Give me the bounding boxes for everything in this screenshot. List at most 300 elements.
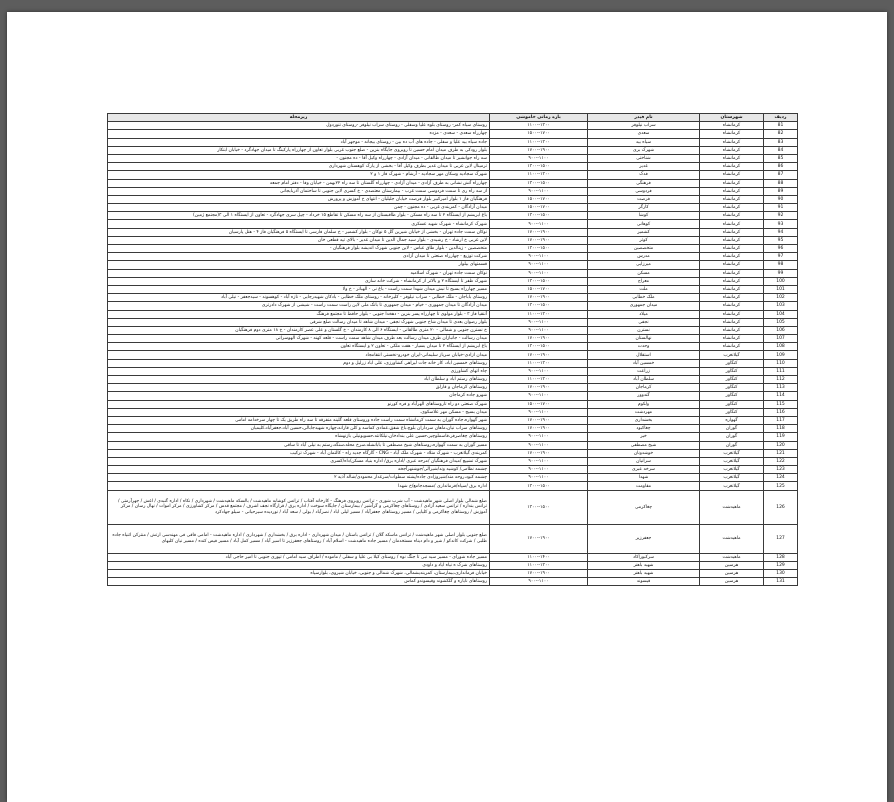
table-row xyxy=(108,466,798,474)
cell-feeder-name: سرکبوراکاد xyxy=(588,553,700,561)
cell-shahrestan: کرمانشاه xyxy=(700,318,764,326)
cell-radif: 82 xyxy=(764,130,798,138)
cell-radif: 111 xyxy=(764,367,798,375)
cell-neighborhood: چهارراه سعدی - سعدی - مژده xyxy=(108,130,490,138)
table-row xyxy=(108,261,798,269)
cell-neighborhood: شهرک سجادیه وسکان مهر سجادیه - آرشام - شهرک فاز ۱ و ۲ xyxy=(108,171,490,179)
cell-feeder-name: شهدا xyxy=(588,474,700,482)
cell-shahrestan: کرمانشاه xyxy=(700,294,764,302)
cell-outage-time: ۱۳۰۰--۱۱۰۰ xyxy=(490,376,588,384)
cell-radif: 91 xyxy=(764,204,798,212)
table-row xyxy=(108,578,798,586)
cell-shahrestan: کنگاور xyxy=(700,400,764,408)
cell-radif: 106 xyxy=(764,326,798,334)
cell-feeder-name: نهالستان xyxy=(588,335,700,343)
table-row xyxy=(108,367,798,375)
cell-feeder-name: سرخه عبری xyxy=(588,466,700,474)
cell-outage-time: ۱۱۰۰--۹۰۰ xyxy=(490,326,588,334)
cell-outage-time: ۱۵۰۰--۱۳۰۰ xyxy=(490,163,588,171)
cell-feeder-name: سرانیان xyxy=(588,457,700,465)
cell-neighborhood: کمربندی گیلانغرب - شهرک متلاد - شهرک ملک آباد - CNG - گارگاه جدید راه - کالتمان آباد - شهرک ترکیب xyxy=(108,449,490,457)
table-row xyxy=(108,130,798,138)
cell-outage-time: ۱۹۰۰--۱۷۰۰ xyxy=(490,335,588,343)
cell-outage-time: ۱۹۰۰--۱۷۰۰ xyxy=(490,416,588,424)
cell-neighborhood: شهرک کرمانشاه - شهرک شهید عسکری xyxy=(108,220,490,228)
cell-outage-time: ۱۷۰۰--۱۵۰۰ xyxy=(490,400,588,408)
cell-shahrestan: کرمانشاه xyxy=(700,163,764,171)
cell-outage-time: ۱۹۰۰--۱۷۰۰ xyxy=(490,228,588,236)
cell-radif: 110 xyxy=(764,359,798,367)
cell-outage-time: ۱۱۰۰--۹۰۰ xyxy=(490,433,588,441)
cell-neighborhood: مسیر چهارراه بسیج تا نبش میدان شهدا سمت راست - باغ نی - الهیاتر - خ ولا xyxy=(108,285,490,293)
cell-shahrestan: کرمانشاه xyxy=(700,138,764,146)
cell-shahrestan: کرمانشاه xyxy=(700,310,764,318)
cell-neighborhood: میدان رسالت - جانبازان طرف میدان رسالت بعد طرف میدان شاهد سمت راست - قلعه کهنه - شهرک الهوسراتی xyxy=(108,335,490,343)
cell-neighborhood: شرکت توزیع - چهارراه صنعتی تا میدان آزادی xyxy=(108,253,490,261)
cell-feeder-name: بخشداری xyxy=(588,416,700,424)
cell-radif: 114 xyxy=(764,392,798,400)
cell-feeder-name: معراج xyxy=(588,277,700,285)
table-row xyxy=(108,416,798,424)
cell-shahrestan: کرمانشاه xyxy=(700,204,764,212)
table-row xyxy=(108,482,798,490)
cell-outage-time: ۱۵۰۰--۱۳۰۰ xyxy=(490,302,588,310)
cell-shahrestan: کرمانشاه xyxy=(700,269,764,277)
cell-feeder-name: چغاکرمی xyxy=(588,490,700,524)
cell-outage-time: ۱۱۰۰--۹۰۰ xyxy=(490,408,588,416)
cell-radif: 93 xyxy=(764,220,798,228)
cell-radif: 108 xyxy=(764,343,798,351)
cell-feeder-name: کارگر xyxy=(588,204,700,212)
cell-shahrestan: کنگاور xyxy=(700,408,764,416)
cell-radif: 120 xyxy=(764,441,798,449)
cell-neighborhood: میدان آزادگان - کمربندی غربی - ده مجنون - چمن xyxy=(108,204,490,212)
cell-feeder-name: کوثر xyxy=(588,236,700,244)
cell-feeder-name: مقاومت xyxy=(588,482,700,490)
table-row xyxy=(108,474,798,482)
cell-feeder-name: مدرس xyxy=(588,253,700,261)
cell-radif: 131 xyxy=(764,578,798,586)
cell-outage-time: ۱۵۰۰--۱۳۰۰ xyxy=(490,482,588,490)
cell-feeder-name: جعفرزیر xyxy=(588,524,700,553)
cell-neighborhood: فرهنگیان فاز ۱ بلوار امیرکبیر بلوار فرصت خیابان جلیلیان - انتهای خ آموزش و پرورش xyxy=(108,195,490,203)
table-row xyxy=(108,392,798,400)
cell-neighborhood: چاه اتهای کشاورزی xyxy=(108,367,490,375)
table-row xyxy=(108,187,798,195)
table-row xyxy=(108,408,798,416)
cell-neighborhood: روستای سیاه کمر- روستای بلوه علیا وسفلی - روستای سراب نیلوفر -روستای تنوردول xyxy=(108,122,490,130)
cell-neighborhood: چشمه نظامی/ کوشیه وند/شیرالی/جوشنهرآجخه xyxy=(108,466,490,474)
table-row xyxy=(108,253,798,261)
cell-feeder-name: شهید باهنر xyxy=(588,570,700,578)
cell-shahrestan: گوران xyxy=(700,425,764,433)
cell-neighborhood: روستای باباجان - ملک خطابی - سراب نیلوفر - کلیرخانه - روستای ملک خطابی - بادکان شهیدرجایی - نازه آباد - کوهسوند - سیدجعفر - نیلی آباد xyxy=(108,294,490,302)
cell-neighborhood: متخصصین - زینالدین - بلوار طاق عباس - لاین جنوبی شهرک اندیشه بلوار فرهنگیان - xyxy=(108,245,490,253)
cell-radif: 118 xyxy=(764,425,798,433)
cell-outage-time: ۱۱۰۰--۹۰۰ xyxy=(490,474,588,482)
cell-outage-time: ۱۹۰۰--۱۷۰۰ xyxy=(490,384,588,392)
cell-shahrestan: کنگاور xyxy=(700,376,764,384)
table-row xyxy=(108,441,798,449)
cell-neighborhood: روستاهای نایاره و گلکشوند وقیسوندو کماس xyxy=(108,578,490,586)
cell-outage-time: ۱۱۰۰--۹۰۰ xyxy=(490,318,588,326)
outage-table xyxy=(107,113,798,586)
cell-shahrestan: کرمانشاه xyxy=(700,212,764,220)
cell-outage-time: ۱۹۰۰--۱۷۰۰ xyxy=(490,146,588,154)
header-radif: ردیف xyxy=(764,114,798,122)
cell-neighborhood: روستاهای سراب نیان،ماهان سرداران بلوچ،باغ شفق،عمادی کماسه و کلن قارانه،چهاره شهیدجابالی،حسین آباد،جعفرآباد،کلیمیان xyxy=(108,425,490,433)
cell-outage-time: ۱۱۰۰--۹۰۰ xyxy=(490,367,588,375)
cell-shahrestan: کرمانشاه xyxy=(700,228,764,236)
cell-neighborhood: اداره برق /سپاه/فرمانداری /مسجدجامع/خ شهدا xyxy=(108,482,490,490)
cell-radif: 117 xyxy=(764,416,798,424)
cell-shahrestan: کرمانشاه xyxy=(700,261,764,269)
cell-outage-time: ۱۱۰۰--۹۰۰ xyxy=(490,253,588,261)
cell-radif: 104 xyxy=(764,310,798,318)
cell-neighborhood: ضلع جنوبی بلوار اصلی شهر ماهیدشت / ترانس ماسکه گلان / ترانس باستان / میدان شهرداری - اداره برق / بخشداری / شهرداری / اداره ماهیدشت - امامی فاقی فی مهندسی ارتش / منترکن اثنیاه جاده طلبی / شرکت کاندکو / شیر و دام دیناه مستخدمان / مسیر جاده ماهیدشت - اسلام آباد / روستاهای جعفرزیر تا اسیر آباد / مسیر کمل آباد / مسیر فیض کنده / مسیر نیان کلبهای xyxy=(108,524,490,553)
cell-radif: 85 xyxy=(764,154,798,162)
cell-feeder-name: مهردشت xyxy=(588,408,700,416)
cell-neighborhood: آنتقیا فاز ۳ - بلوار مولوی تا چهارراه پسر بنزین - دهخدا جنوبی - بلوار حافظ تا مجتمع فرهنگ xyxy=(108,310,490,318)
cell-radif: 95 xyxy=(764,236,798,244)
cell-feeder-name: کوشا xyxy=(588,212,700,220)
cell-radif: 83 xyxy=(764,138,798,146)
cell-feeder-name: خوشدونان xyxy=(588,449,700,457)
table-row xyxy=(108,553,798,561)
document-page xyxy=(7,12,887,802)
cell-neighborhood: ضلع شمالی بلوار اصلی شهر ماهیدشت - آب شرب شوری - ترانس روبروی فرهنگ - کارخانه آفتاب / ترانس کوشابه ماهیدشت / بالسکه ماهیدشت / شهرداری / نکاه / اداره گنبدی / اغش / جهرآرمتی / ترانس بنداره / ترانس سعید آزادی / روستاهای چغاکرمی و گرآشیر / بیمارستان / جایگاه سوخت / اداره برق / قرارگاه نجف اشرف / مجتمع قدس / مرکز کشاورزی / مرکز اموات / نهال رسان / مرکز آموزش / روستاهای چغاکرمی و کلیایی / مسیر روستاهای جعفرآباد / مسیر لیلی اباد / نصرآباد / بولی / سعد آباد / نوردیده سیرحیانی - سیلو جهادکرد xyxy=(108,490,490,524)
table-row xyxy=(108,236,798,244)
cell-radif: 99 xyxy=(764,269,798,277)
cell-radif: 121 xyxy=(764,449,798,457)
cell-neighborhood: بلوار رضوان بعدی تا میدان شاخ جنوبی شهرک نجفی - میدان شاهد تا میدان رسالت ضلع شرقی xyxy=(108,318,490,326)
cell-neighborhood: باغ ابریشم از ایستگاه ۲ تا سه راه مسکن - بلوار طاقبستان از سه راه مسکن تا تقاطع ۱۵ خرداد - چپل سری جهادگرد - تعاون از ایستگاه ۱ الی ۳(مجتمع ژمین) xyxy=(108,212,490,220)
cell-radif: 94 xyxy=(764,228,798,236)
cell-radif: 98 xyxy=(764,261,798,269)
cell-radif: 89 xyxy=(764,187,798,195)
table-row xyxy=(108,561,798,569)
cell-outage-time: ۱۳۰۰--۱۱۰۰ xyxy=(490,359,588,367)
cell-outage-time: ۱۵۰۰--۱۳۰۰ xyxy=(490,179,588,187)
cell-shahrestan: کرمانشاه xyxy=(700,122,764,130)
cell-radif: 88 xyxy=(764,179,798,187)
cell-feeder-name: کرماجان xyxy=(588,384,700,392)
cell-radif: 128 xyxy=(764,553,798,561)
header-outage-time: بازه زمانی خاموشی xyxy=(490,114,588,122)
cell-neighborhood: سه راه جوانشیر تا میدان طالقانی - میدان آزادی - چهارراه وکیل آقا - ده مجنون - xyxy=(108,154,490,162)
cell-radif: 84 xyxy=(764,146,798,154)
cell-shahrestan: گیلانغرب xyxy=(700,466,764,474)
cell-neighborhood: شهر گهواره،جاده گوران به سمت کرمانشاه سمت راست جاده وروستای قلعه گلینه متفرقه تا سه راه طریق یک تا چهار سرخدامه امامی xyxy=(108,416,490,424)
cell-radif: 87 xyxy=(764,171,798,179)
table-row xyxy=(108,433,798,441)
cell-shahrestan: کرمانشاه xyxy=(700,187,764,195)
cell-feeder-name: میلاد xyxy=(588,310,700,318)
cell-neighborhood: شهرک تشییع /میدان فرهنگیان /مرحه عبری /اداره برق/ اداره بنیاد مسکن/داه/کسری xyxy=(108,457,490,465)
table-row xyxy=(108,171,798,179)
cell-radif: 126 xyxy=(764,490,798,524)
cell-neighborhood: باغ ابریشم از ایستگاه ۲ تا میدان بسیار - هفت ملکی - تعاون ۲ و ایستگاه تعاون xyxy=(108,343,490,351)
cell-feeder-name: قیسوند xyxy=(588,578,700,586)
cell-outage-time: ۱۹۰۰--۱۷۰۰ xyxy=(490,236,588,244)
cell-outage-time: ۱۳۰۰--۱۱۰۰ xyxy=(490,171,588,179)
cell-outage-time: ۱۵۰۰--۱۳۰۰ xyxy=(490,490,588,524)
cell-outage-time: ۱۷۰۰--۱۵۰۰ xyxy=(490,285,588,293)
cell-feeder-name: متخصصین xyxy=(588,245,700,253)
cell-feeder-name: غدیر xyxy=(588,163,700,171)
cell-radif: 96 xyxy=(764,245,798,253)
table-row xyxy=(108,335,798,343)
cell-feeder-name: میرزایی xyxy=(588,261,700,269)
cell-feeder-name: فرهنگی xyxy=(588,179,700,187)
table-row xyxy=(108,449,798,457)
table-row xyxy=(108,384,798,392)
cell-radif: 86 xyxy=(764,163,798,171)
cell-outage-time: ۱۷۰۰--۱۵۰۰ xyxy=(490,204,588,212)
table-header-row xyxy=(108,114,798,122)
cell-shahrestan: هرسین xyxy=(700,578,764,586)
header-shahrestan: شهرستان xyxy=(700,114,764,122)
cell-shahrestan: ماهیدشت xyxy=(700,553,764,561)
cell-shahrestan: کرمانشاه xyxy=(700,146,764,154)
cell-feeder-name: سیاه بید xyxy=(588,138,700,146)
cell-radif: 105 xyxy=(764,318,798,326)
table-row xyxy=(108,285,798,293)
cell-feeder-name: نجفی xyxy=(588,318,700,326)
cell-outage-time: ۱۵۰۰--۱۳۰۰ xyxy=(490,343,588,351)
cell-radif: 112 xyxy=(764,376,798,384)
cell-outage-time: ۱۵۰۰--۱۳۰۰ xyxy=(490,277,588,285)
cell-shahrestan: کرمانشاه xyxy=(700,253,764,261)
cell-feeder-name: مسکن xyxy=(588,269,700,277)
cell-shahrestan: کرمانشاه xyxy=(700,154,764,162)
cell-neighborhood: جاده سیاه بید علیا و سفلی - جاده های آب ده بین - روستای بیجانه - موجهر آباد xyxy=(108,138,490,146)
table-row xyxy=(108,220,798,228)
cell-feeder-name: فرصت xyxy=(588,195,700,203)
cell-radif: 129 xyxy=(764,561,798,569)
cell-radif: 103 xyxy=(764,302,798,310)
cell-outage-time: ۱۱۰۰--۹۰۰ xyxy=(490,187,588,195)
table-row xyxy=(108,310,798,318)
table-row xyxy=(108,490,798,524)
cell-neighborhood: روستاهای چغاصرفر،قاسملوچیر،حسین علی بندادخان،نیلکانته،حسوبونیلی بازنهشاه xyxy=(108,433,490,441)
cell-radif: 107 xyxy=(764,335,798,343)
cell-radif: 101 xyxy=(764,285,798,293)
cell-outage-time: ۱۴۰۰--۱۱۰۰ xyxy=(490,553,588,561)
cell-shahrestan: کنگاور xyxy=(700,384,764,392)
cell-feeder-name: سعدی xyxy=(588,130,700,138)
cell-neighborhood: بلوار رودکی به طرف میدان امام حسین تا روبروی جایگاه بنزین - ضلع جنوب غربی بلوار تعاون از چهارراه پارکینگ تا میدان جهادگرد - خیابان ابتکار xyxy=(108,146,490,154)
cell-radif: 102 xyxy=(764,294,798,302)
cell-radif: 122 xyxy=(764,457,798,465)
cell-radif: 130 xyxy=(764,570,798,578)
cell-shahrestan: ماهیدشت xyxy=(700,490,764,524)
cell-shahrestan: کرمانشاه xyxy=(700,343,764,351)
cell-neighborhood: مسیر گوران به سمت گهواره،روستاهای شیخ مصطفی تا بابانشله،سرخ محله،سنگه،رستم به نیلی آباد تا ساقی xyxy=(108,441,490,449)
cell-neighborhood: قسمتهای بیلوار xyxy=(108,261,490,269)
cell-neighborhood: خیابان فرمانداری،بیمارستان، کمربندیشمالی، شهرک شمالی و جنوبی، خیابان شیروی، بلوارسپاه xyxy=(108,570,490,578)
cell-outage-time: ۱۵۰۰--۱۳۰۰ xyxy=(490,212,588,220)
cell-shahrestan: کنگاور xyxy=(700,367,764,375)
table-row xyxy=(108,570,798,578)
cell-shahrestan: هرسین xyxy=(700,570,764,578)
cell-radif: 116 xyxy=(764,408,798,416)
cell-shahrestan: گوران xyxy=(700,433,764,441)
table-row xyxy=(108,376,798,384)
cell-shahrestan: گیلانغرب xyxy=(700,457,764,465)
cell-outage-time: ۱۱۰۰--۹۰۰ xyxy=(490,578,588,586)
table-row xyxy=(108,400,798,408)
cell-outage-time: ۱۱۰۰--۹۰۰ xyxy=(490,441,588,449)
cell-radif: 119 xyxy=(764,433,798,441)
cell-radif: 125 xyxy=(764,482,798,490)
cell-neighborhood: از سه راه ری تا سمت فردوسی سمت غرب - بیمارستان معتضدی - خ کسری لاین جنوبی تا ساختمان آذربایجانی xyxy=(108,187,490,195)
cell-shahrestan: گیلانغرب xyxy=(700,474,764,482)
cell-shahrestan: ماهیدشت xyxy=(700,524,764,553)
cell-outage-time: ۱۱۰۰--۹۰۰ xyxy=(490,269,588,277)
table-row xyxy=(108,277,798,285)
cell-feeder-name: نسترن xyxy=(588,326,700,334)
cell-feeder-name: ملت xyxy=(588,285,700,293)
cell-neighborhood: میدان آزادگان تا میدان جمهوری - خیام - میدان جمهوری تا بانک ملی لاین راست سمت راست - شیشی از شهرک دادرتری xyxy=(108,302,490,310)
cell-shahrestan: هرسین xyxy=(700,561,764,569)
table-row xyxy=(108,179,798,187)
table-row xyxy=(108,228,798,236)
cell-shahrestan: کرمانشاه xyxy=(700,326,764,334)
cell-neighborhood: روستاهای شرک ه نیاه ایاد و داودی xyxy=(108,561,490,569)
cell-feeder-name: ملک خطابی xyxy=(588,294,700,302)
cell-shahrestan: کرمانشاه xyxy=(700,236,764,244)
cell-feeder-name: میدان جمهوری xyxy=(588,302,700,310)
cell-neighborhood: چهارراه آتش نشانی به طرف آزادی - میدان آزادی - چهارراه گلستان تا سه راه ۲۲بهمن - خیابان وفا - دفتر امام جمعه xyxy=(108,179,490,187)
cell-shahrestan: کنگاور xyxy=(700,392,764,400)
table-row xyxy=(108,269,798,277)
cell-shahrestan: کرمانشاه xyxy=(700,130,764,138)
cell-outage-time: ۱۹۰۰--۱۷۰۰ xyxy=(490,449,588,457)
cell-radif: 90 xyxy=(764,195,798,203)
table-row xyxy=(108,425,798,433)
table-row xyxy=(108,359,798,367)
cell-radif: 123 xyxy=(764,466,798,474)
cell-outage-time: ۱۱۰۰--۹۰۰ xyxy=(490,154,588,162)
header-feeder-name: نام فیدر xyxy=(588,114,700,122)
cell-neighborhood: ترمینال لاین غربی تا میدان غدیر بطرف وکیل آقا - بخشی از پارک کوهستان شهرداری xyxy=(108,163,490,171)
cell-shahrestan: کرمانشاه xyxy=(700,245,764,253)
cell-neighborhood: روستاهای رستم اباد و سلطان اباد xyxy=(108,376,490,384)
cell-radif: 124 xyxy=(764,474,798,482)
table-row xyxy=(108,154,798,162)
cell-outage-time: ۱۹۰۰--۱۷۰۰ xyxy=(490,570,588,578)
cell-feeder-name: کوهانی xyxy=(588,220,700,228)
cell-shahrestan: کرمانشاه xyxy=(700,335,764,343)
cell-outage-time: ۱۵۰۰--۱۳۰۰ xyxy=(490,245,588,253)
table-row xyxy=(108,212,798,220)
cell-radif: 127 xyxy=(764,524,798,553)
cell-feeder-name: فردوسی xyxy=(588,187,700,195)
cell-shahrestan: کنگاور xyxy=(700,359,764,367)
cell-neighborhood: شهرک ظفر تا ایستگاه ۲ و بالاتر از کرمانشاه - شرکت خانه سازی xyxy=(108,277,490,285)
cell-neighborhood: مسیر جاده شورای - مسیر سید نبی تا جنگ نوه / روستای کیلا بی علیا و سفلی / ماموده / اطراف سید امامی / تپوری جنوبی تا امیر حاجی آباد xyxy=(108,553,490,561)
cell-neighborhood: شهرو جاده کرماجان xyxy=(108,392,490,400)
cell-radif: 97 xyxy=(764,253,798,261)
cell-outage-time: ۱۱۰۰--۹۰۰ xyxy=(490,466,588,474)
cell-shahrestan: کرمانشاه xyxy=(700,220,764,228)
cell-shahrestan: کرمانشاه xyxy=(700,179,764,187)
cell-feeder-name: شهرک بری xyxy=(588,146,700,154)
cell-neighborhood: چشمه کبود،روحه مند/شیروزادی جاده/پشته سطوات/سرغدار محمودی/شاله آذیه ۲ xyxy=(108,474,490,482)
cell-radif: 81 xyxy=(764,122,798,130)
cell-shahrestan: کرمانشاه xyxy=(700,285,764,293)
cell-feeder-name: گندوور xyxy=(588,392,700,400)
table-row xyxy=(108,302,798,310)
table-row xyxy=(108,245,798,253)
cell-shahrestan: گیلانغرب xyxy=(700,351,764,359)
cell-neighborhood: شهرک صنعتی دو راه تاروستاهای الهرآباد و فره کورنو xyxy=(108,400,490,408)
table-row xyxy=(108,326,798,334)
cell-outage-time: ۱۳۰۰--۱۱۰۰ xyxy=(490,138,588,146)
cell-shahrestan: گیلانغرب xyxy=(700,482,764,490)
table-row xyxy=(108,146,798,154)
cell-feeder-name: کشمیر xyxy=(588,228,700,236)
cell-feeder-name: چغاکبود xyxy=(588,425,700,433)
cell-outage-time: ۱۹۰۰--۱۷۰۰ xyxy=(490,351,588,359)
table-body xyxy=(108,122,798,586)
table-row xyxy=(108,204,798,212)
table-row xyxy=(108,457,798,465)
cell-outage-time: ۱۱۰۰--۹۰۰ xyxy=(490,392,588,400)
table-row xyxy=(108,351,798,359)
cell-neighborhood: نوکان سمت جاده تهران - شهرک اسلامیه xyxy=(108,269,490,277)
cell-radif: 113 xyxy=(764,384,798,392)
cell-outage-time: ۱۹۰۰--۱۷۰۰ xyxy=(490,425,588,433)
table-row xyxy=(108,524,798,553)
cell-neighborhood: میدان ازادی-خیابان سرباز سلیمانی-ایران خودرو-نخستی انتقامجاد xyxy=(108,351,490,359)
cell-shahrestan: کرمانشاه xyxy=(700,171,764,179)
cell-outage-time: ۱۱۰۰--۹۰۰ xyxy=(490,261,588,269)
cell-outage-time: ۱۷۰۰--۱۵۰۰ xyxy=(490,195,588,203)
cell-radif: 100 xyxy=(764,277,798,285)
cell-outage-time: ۱۹۰۰--۱۷۰۰ xyxy=(490,524,588,553)
cell-feeder-name: شیخ مصطفی xyxy=(588,441,700,449)
table-row xyxy=(108,122,798,130)
cell-neighborhood: میدان بسیج - مسکن مهر علاسکوی. xyxy=(108,408,490,416)
cell-outage-time: ۱۱۰۰--۹۰۰ xyxy=(490,457,588,465)
cell-feeder-name: زراعت xyxy=(588,367,700,375)
cell-shahrestan: گیلانغرب xyxy=(700,449,764,457)
cell-feeder-name: استقلال xyxy=(588,351,700,359)
table-row xyxy=(108,138,798,146)
cell-feeder-name: خیر xyxy=(588,433,700,441)
cell-shahrestan: کرمانشاه xyxy=(700,195,764,203)
cell-shahrestan: کرمانشاه xyxy=(700,302,764,310)
table-row xyxy=(108,343,798,351)
cell-feeder-name: ولکوم xyxy=(588,400,700,408)
cell-shahrestan: کرمانشاه xyxy=(700,277,764,285)
table-row xyxy=(108,318,798,326)
cell-neighborhood: خ نسترن جنوبی و شمالی - ۲۰ متری طالقانی - ایستگاه ۶ الی ۸ کارمندان - خ گلستان و علی عصر کارمندان - خ ۱۸ متری دوم فرهنگیان xyxy=(108,326,490,334)
cell-neighborhood: روستاهای کرماجان و قارلق xyxy=(108,384,490,392)
cell-outage-time: ۱۳۰۰--۱۱۰۰ xyxy=(490,561,588,569)
cell-feeder-name: شهید باهنر xyxy=(588,561,700,569)
cell-feeder-name: شناختی xyxy=(588,154,700,162)
cell-outage-time: ۱۱۰۰--۹۰۰ xyxy=(490,220,588,228)
cell-radif: 109 xyxy=(764,351,798,359)
cell-neighborhood: نوکان سمت جاده تهران - بخشی از خیابان شیرین گل ۵ نوکان - بلوار کشمیر - خ سلمان فارسی تا ایستگاه ۵ فرهنگیان فاز ۴ - هتل پارسیان xyxy=(108,228,490,236)
cell-shahrestan: گوران xyxy=(700,441,764,449)
cell-neighborhood: لاین غربی خ ارشاد - خ رشیدی - بلوار سید جمال الدین تا میدان غدیر - بالای تپه قطعی خان xyxy=(108,236,490,244)
cell-shahrestan: گهواره xyxy=(700,416,764,424)
cell-feeder-name: فدک xyxy=(588,171,700,179)
